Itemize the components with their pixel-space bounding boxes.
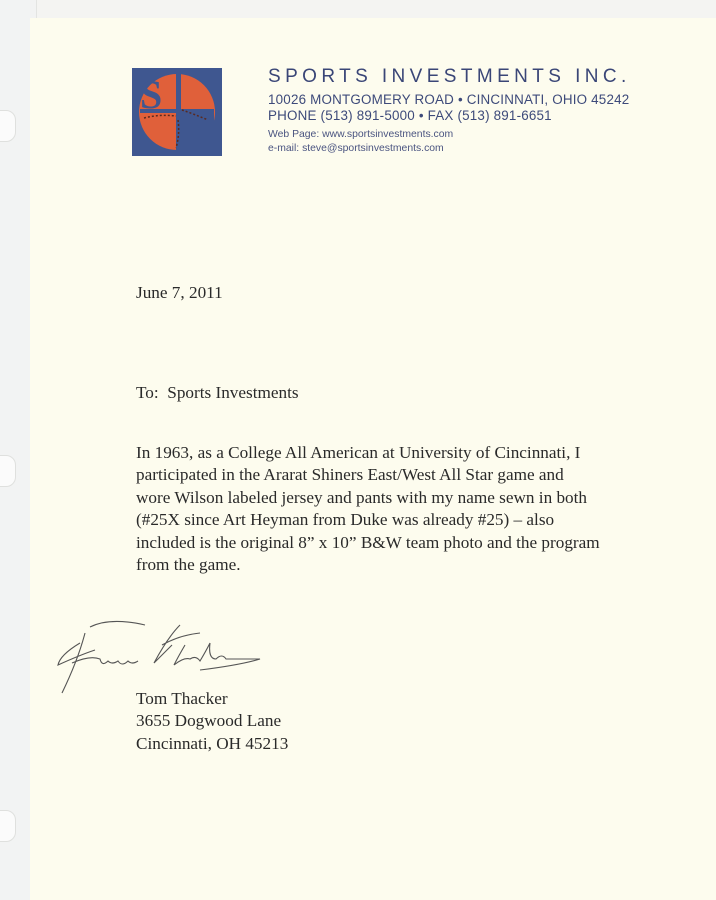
body-line: (#25X since Art Heyman from Duke was already #25) – also	[136, 510, 555, 530]
company-name: SPORTS INVESTMENTS INC.	[268, 66, 631, 87]
signer-block	[136, 688, 288, 755]
letter-recipient: To: Sports Investments	[136, 383, 299, 402]
letter-date: June 7, 2011	[136, 283, 223, 302]
company-phone: PHONE (513) 891-5000 • FAX (513) 891-6651	[268, 108, 552, 123]
binder-hole	[0, 810, 16, 842]
company-web: Web Page: www.sportsinvestments.com	[268, 129, 454, 140]
body-line: participated in the Ararat Shiners East/West All Star game and	[136, 465, 564, 485]
body-line: from the game.	[136, 555, 241, 575]
company-email: e-mail: steve@sportsinvestments.com	[268, 143, 444, 154]
binder-hole	[0, 455, 16, 487]
svg-text:S: S	[140, 72, 163, 117]
letter-body	[136, 442, 600, 576]
signer-street: 3655 Dogwood Lane	[136, 711, 282, 731]
body-line: wore Wilson labeled jersey and pants with my name sewn in both	[136, 487, 588, 507]
body-line: In 1963, as a College All American at University of Cincinnati, I	[136, 443, 581, 462]
letterhead	[268, 66, 631, 156]
company-address: 10026 MONTGOMERY ROAD • CINCINNATI, OHIO 45242	[268, 92, 630, 107]
signer-city: Cincinnati, OH 45213	[136, 733, 289, 753]
binder-hole	[0, 110, 16, 142]
company-logo	[132, 68, 222, 156]
body-line: included is the original 8” x 10” B&W team photo and the program	[136, 532, 600, 552]
signer-name: Tom Thacker	[136, 689, 228, 708]
